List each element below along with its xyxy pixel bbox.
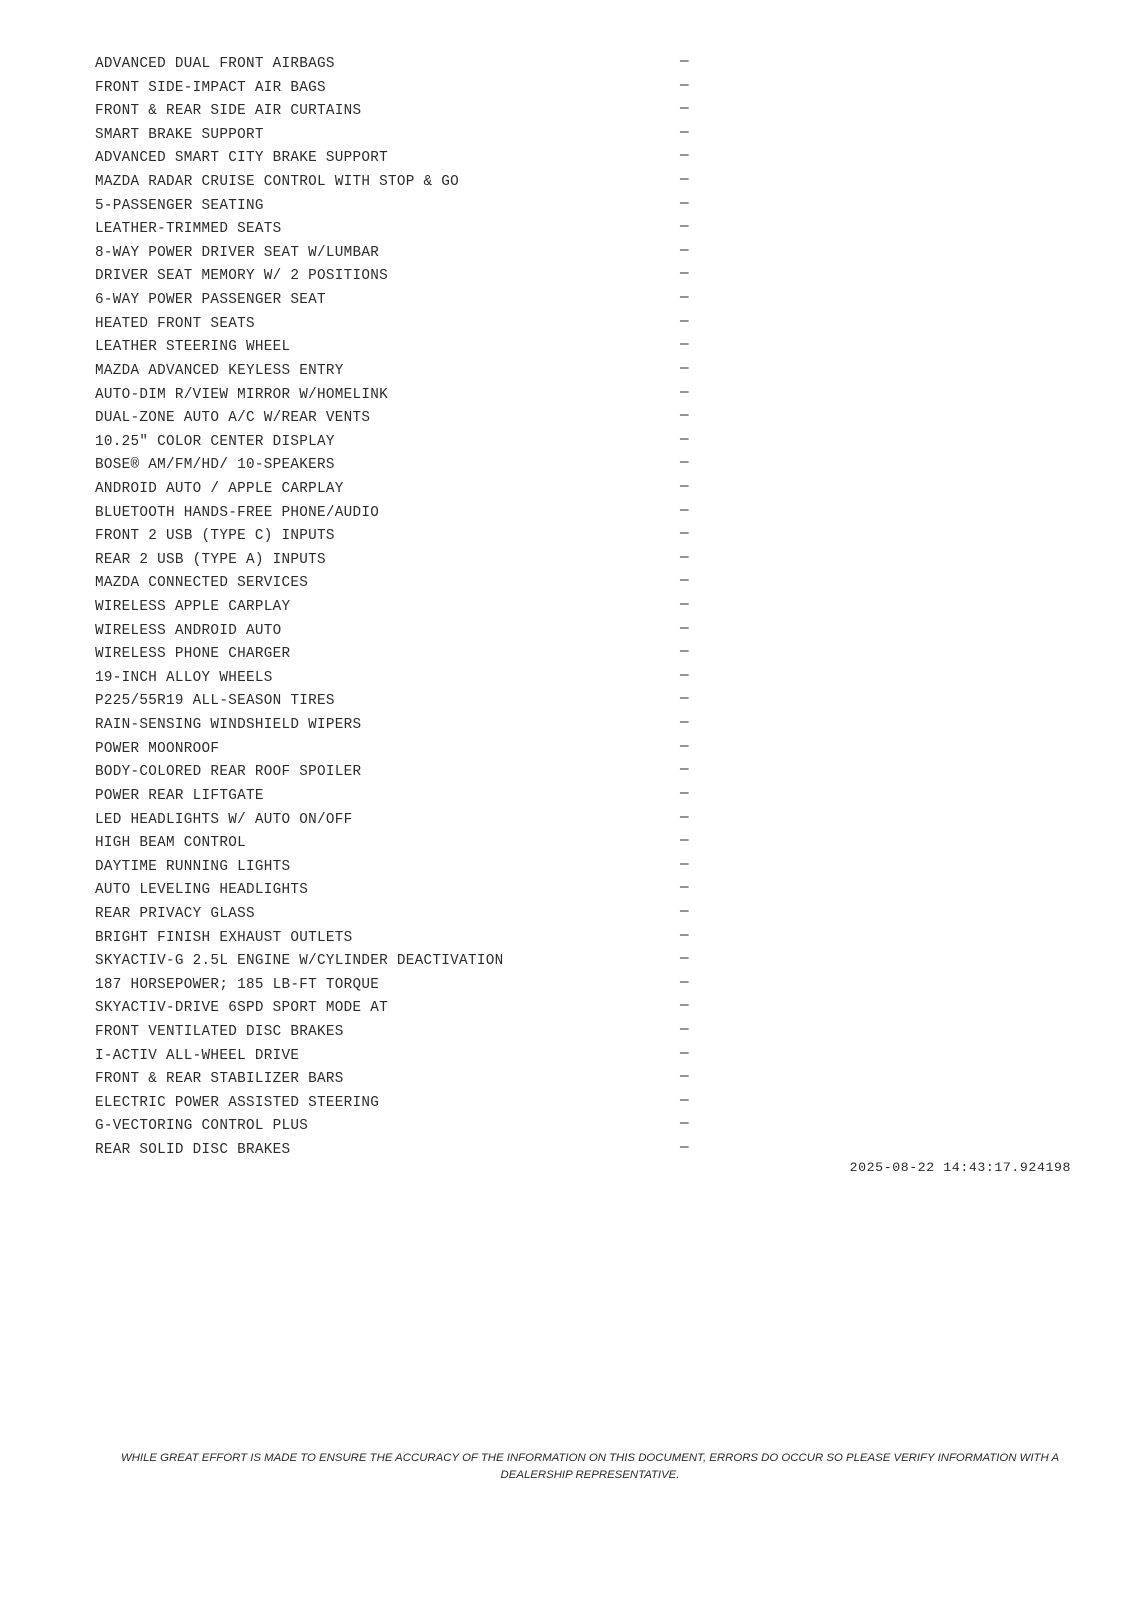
feature-value: — [680, 998, 689, 1015]
feature-value: — [680, 974, 689, 991]
feature-value: — [680, 549, 689, 566]
feature-value: — [680, 1140, 689, 1157]
feature-value: — [680, 691, 689, 708]
feature-name: FRONT SIDE-IMPACT AIR BAGS [95, 79, 326, 96]
feature-value: — [680, 290, 689, 307]
feature-name: SMART BRAKE SUPPORT [95, 126, 264, 143]
feature-name: FRONT & REAR STABILIZER BARS [95, 1071, 344, 1088]
feature-name: RAIN-SENSING WINDSHIELD WIPERS [95, 717, 362, 734]
feature-name: ELECTRIC POWER ASSISTED STEERING [95, 1094, 380, 1111]
feature-value: — [680, 856, 689, 873]
feature-value: — [680, 1021, 689, 1038]
feature-name: WIRELESS ANDROID AUTO [95, 622, 282, 639]
feature-value: — [680, 408, 689, 425]
feature-name: DUAL-ZONE AUTO A/C W/REAR VENTS [95, 410, 371, 427]
feature-value: — [680, 903, 689, 920]
feature-name: REAR SOLID DISC BRAKES [95, 1142, 291, 1159]
feature-value: — [680, 337, 689, 354]
feature-name: SKYACTIV-G 2.5L ENGINE W/CYLINDER DEACTIVATION [95, 953, 504, 970]
feature-row [95, 500, 695, 524]
feature-value: — [680, 219, 689, 236]
feature-value: — [680, 384, 689, 401]
feature-name: FRONT VENTILATED DISC BRAKES [95, 1023, 344, 1040]
feature-value: — [680, 833, 689, 850]
feature-name: LEATHER-TRIMMED SEATS [95, 221, 282, 238]
feature-value: — [680, 738, 689, 755]
feature-row [95, 807, 695, 831]
feature-row [95, 75, 695, 99]
feature-name: BLUETOOTH HANDS-FREE PHONE/AUDIO [95, 504, 380, 521]
feature-row [95, 334, 695, 358]
feature-row [95, 594, 695, 618]
feature-value: — [680, 597, 689, 614]
feature-row [95, 1090, 695, 1114]
feature-value: — [680, 951, 689, 968]
timestamp: 2025-08-22 14:43:17.924198 [849, 1160, 1071, 1175]
feature-value: — [680, 1069, 689, 1086]
feature-row [95, 98, 695, 122]
feature-name: AUTO LEVELING HEADLIGHTS [95, 882, 309, 899]
feature-row [95, 358, 695, 382]
feature-row [95, 759, 695, 783]
feature-name: WIRELESS APPLE CARPLAY [95, 599, 291, 616]
feature-row [95, 216, 695, 240]
feature-row [95, 712, 695, 736]
feature-value: — [680, 54, 689, 70]
disclaimer: WHILE GREAT EFFORT IS MADE TO ENSURE THE ACCURACY OF THE INFORMATION ON THIS DOCUMENT, ERRORS DO OCCUR SO PLEASE VERIFY INFORMATION WITH A DEALERSHIP REPRESENTATIVE. [120, 1452, 1060, 1481]
feature-name: BOSE® AM/FM/HD/ 10-SPEAKERS [95, 457, 335, 474]
feature-value: — [680, 478, 689, 495]
feature-row [95, 995, 695, 1019]
feature-row [95, 830, 695, 854]
feature-row [95, 1066, 695, 1090]
feature-name: REAR PRIVACY GLASS [95, 905, 255, 922]
feature-row [95, 51, 695, 75]
feature-name: MAZDA RADAR CRUISE CONTROL WITH STOP & GO [95, 174, 460, 191]
feature-name: AUTO-DIM R/VIEW MIRROR W/HOMELINK [95, 386, 389, 403]
feature-row [95, 688, 695, 712]
feature-row [95, 382, 695, 406]
feature-row [95, 783, 695, 807]
feature-value: — [680, 313, 689, 330]
feature-value: — [680, 360, 689, 377]
feature-name: SKYACTIV-DRIVE 6SPD SPORT MODE AT [95, 1000, 389, 1017]
feature-name: REAR 2 USB (TYPE A) INPUTS [95, 551, 326, 568]
feature-row [95, 523, 695, 547]
feature-row [95, 877, 695, 901]
feature-row [95, 1137, 695, 1161]
feature-name: 8-WAY POWER DRIVER SEAT W/LUMBAR [95, 244, 380, 261]
feature-value: — [680, 1092, 689, 1109]
feature-value: — [680, 927, 689, 944]
feature-row [95, 145, 695, 169]
feature-row [95, 901, 695, 925]
feature-row [95, 263, 695, 287]
feature-name: ADVANCED DUAL FRONT AIRBAGS [95, 56, 335, 72]
feature-value: — [680, 644, 689, 661]
feature-value: — [680, 431, 689, 448]
feature-value: — [680, 1045, 689, 1062]
feature-name: DAYTIME RUNNING LIGHTS [95, 858, 291, 875]
feature-name: MAZDA ADVANCED KEYLESS ENTRY [95, 362, 344, 379]
feature-value: — [680, 880, 689, 897]
feature-row [95, 547, 695, 571]
feature-row [95, 405, 695, 429]
feature-value: — [680, 573, 689, 590]
feature-name: FRONT 2 USB (TYPE C) INPUTS [95, 528, 335, 545]
feature-row [95, 169, 695, 193]
feature-value: — [680, 809, 689, 826]
feature-name: BODY-COLORED REAR ROOF SPOILER [95, 764, 362, 781]
feature-row [95, 854, 695, 878]
feature-name: P225/55R19 ALL-SEASON TIRES [95, 693, 335, 710]
feature-value: — [680, 124, 689, 141]
feature-row [95, 476, 695, 500]
feature-name: 187 HORSEPOWER; 185 LB-FT TORQUE [95, 976, 380, 993]
feature-name: LED HEADLIGHTS W/ AUTO ON/OFF [95, 811, 353, 828]
feature-row [95, 287, 695, 311]
feature-value: — [680, 1116, 689, 1133]
feature-row [95, 429, 695, 453]
feature-value: — [680, 762, 689, 779]
feature-name: 6-WAY POWER PASSENGER SEAT [95, 292, 326, 309]
feature-row [95, 1019, 695, 1043]
feature-value: — [680, 455, 689, 472]
feature-row [95, 311, 695, 335]
feature-value: — [680, 101, 689, 118]
feature-value: — [680, 77, 689, 94]
feature-value: — [680, 148, 689, 165]
feature-name: LEATHER STEERING WHEEL [95, 339, 291, 356]
feature-value: — [680, 172, 689, 189]
feature-value: — [680, 620, 689, 637]
feature-value: — [680, 715, 689, 732]
feature-row [95, 665, 695, 689]
feature-row [95, 240, 695, 264]
feature-name: G-VECTORING CONTROL PLUS [95, 1118, 309, 1135]
feature-value: — [680, 667, 689, 684]
feature-name: ANDROID AUTO / APPLE CARPLAY [95, 480, 344, 497]
feature-list [95, 51, 695, 1161]
feature-name: 10.25" COLOR CENTER DISPLAY [95, 433, 335, 450]
feature-name: ADVANCED SMART CITY BRAKE SUPPORT [95, 150, 389, 167]
feature-name: HIGH BEAM CONTROL [95, 835, 246, 852]
feature-row [95, 925, 695, 949]
feature-row [95, 736, 695, 760]
feature-value: — [680, 526, 689, 543]
feature-value: — [680, 785, 689, 802]
feature-name: WIRELESS PHONE CHARGER [95, 646, 291, 663]
feature-name: FRONT & REAR SIDE AIR CURTAINS [95, 103, 362, 120]
feature-row [95, 972, 695, 996]
feature-value: — [680, 502, 689, 519]
feature-name: I-ACTIV ALL-WHEEL DRIVE [95, 1047, 300, 1064]
feature-row [95, 193, 695, 217]
feature-name: MAZDA CONNECTED SERVICES [95, 575, 309, 592]
feature-value: — [680, 195, 689, 212]
feature-row [95, 122, 695, 146]
feature-name: 19-INCH ALLOY WHEELS [95, 669, 273, 686]
feature-row [95, 570, 695, 594]
feature-name: HEATED FRONT SEATS [95, 315, 255, 332]
feature-row [95, 641, 695, 665]
feature-name: DRIVER SEAT MEMORY W/ 2 POSITIONS [95, 268, 389, 285]
feature-row [95, 618, 695, 642]
feature-name: POWER REAR LIFTGATE [95, 787, 264, 804]
feature-row [95, 948, 695, 972]
feature-row [95, 1043, 695, 1067]
feature-name: BRIGHT FINISH EXHAUST OUTLETS [95, 929, 353, 946]
feature-row [95, 1113, 695, 1137]
feature-row [95, 452, 695, 476]
feature-name: 5-PASSENGER SEATING [95, 197, 264, 214]
feature-value: — [680, 242, 689, 259]
feature-name: POWER MOONROOF [95, 740, 220, 757]
feature-value: — [680, 266, 689, 283]
